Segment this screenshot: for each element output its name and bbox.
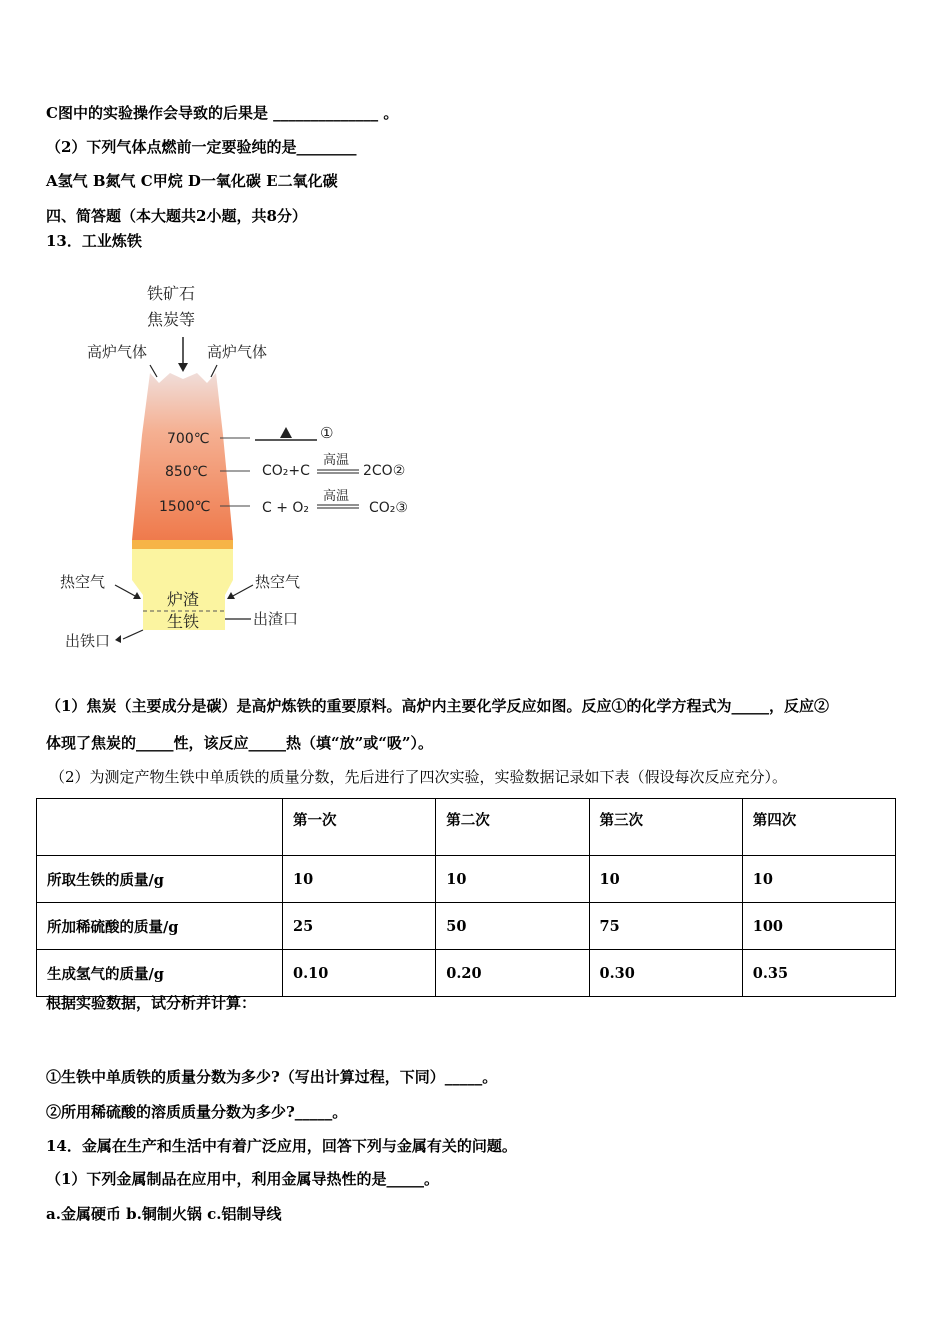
- label-slag-outlet: 出渣口: [253, 610, 299, 628]
- question-14-title: 14．金属在生产和生活中有着广泛应用，回答下列与金属有关的问题。: [46, 1137, 517, 1155]
- reaction-3-condition: 高温: [323, 489, 350, 504]
- table-cell: 10: [589, 856, 742, 903]
- question-2-verify-gas: （2）下列气体点燃前一定要验纯的是________: [46, 138, 357, 156]
- question-13-title: 13．工业炼铁: [46, 232, 142, 250]
- question-14-1: （1）下列金属制品在应用中，利用金属导热性的是_____。: [46, 1170, 439, 1188]
- table-cell: 所加稀硫酸的质量/g: [37, 903, 283, 950]
- question-13-1-line-b: 体现了焦炭的_____性，该反应_____热（填“放”或“吸”）。: [46, 734, 434, 752]
- table-cell: 0.10: [283, 950, 436, 997]
- table-cell: 第四次: [742, 799, 895, 856]
- label-gas-right: 高炉气体: [207, 343, 268, 361]
- text-line-c-consequence: C图中的实验操作会导致的后果是 ______________ 。: [46, 104, 399, 122]
- table-cell: 所取生铁的质量/g: [37, 856, 283, 903]
- label-hot-air-right: 热空气: [255, 573, 301, 591]
- table-cell: 25: [283, 903, 436, 950]
- table-row: [37, 903, 896, 950]
- reaction-3-products: CO₂③: [369, 500, 408, 516]
- table-row: [37, 950, 896, 997]
- table-cell: 生成氢气的质量/g: [37, 950, 283, 997]
- sub-question-iron-fraction: ①生铁中单质铁的质量分数为多少?（写出计算过程，下同）_____。: [46, 1068, 498, 1086]
- table-cell: [37, 799, 283, 856]
- table-cell: 75: [589, 903, 742, 950]
- experiment-data-table: [36, 798, 896, 997]
- table-cell: 10: [742, 856, 895, 903]
- reaction-2-products: 2CO②: [363, 463, 406, 479]
- furnace-melt-band: [132, 540, 233, 549]
- question-13-1-line-a: （1）焦炭（主要成分是碳）是高炉炼铁的重要原料。高炉内主要化学反应如图。反应①的化学方程式为_____，反应②: [46, 697, 829, 715]
- reaction-3-reactants: C + O₂: [262, 500, 310, 516]
- reaction-2-condition: 高温: [323, 453, 350, 468]
- table-cell: 10: [283, 856, 436, 903]
- table-cell: 10: [436, 856, 589, 903]
- temp-850: 850℃: [165, 464, 208, 480]
- section-heading-short-answer: 四、简答题（本大题共2小题，共8分）: [46, 207, 307, 225]
- temp-700: 700℃: [167, 431, 210, 447]
- table-cell: 第三次: [589, 799, 742, 856]
- question-13-2-intro: （2）为测定产物生铁中单质铁的质量分数，先后进行了四次实验，实验数据记录如下表（假设每次反应充分）。: [50, 768, 788, 786]
- analysis-prompt: 根据实验数据，试分析并计算：: [46, 994, 257, 1012]
- reaction-2-reactants: CO₂+C: [262, 463, 310, 479]
- blast-furnace-diagram: [55, 275, 435, 655]
- label-gas-left: 高炉气体: [87, 343, 148, 361]
- table-cell: 100: [742, 903, 895, 950]
- options-metal-items: a.金属硬币 b.铜制火锅 c.铝制导线: [46, 1205, 282, 1223]
- table-row: [37, 856, 896, 903]
- iron-outlet-arrow-icon: [115, 635, 121, 643]
- table-cell: 0.35: [742, 950, 895, 997]
- label-hot-air-left: 热空气: [60, 573, 106, 591]
- label-slag: 炉渣: [167, 590, 200, 609]
- table-cell: 0.30: [589, 950, 742, 997]
- reaction-1-mark: ①: [320, 424, 334, 442]
- sub-question-acid-fraction: ②所用稀硫酸的溶质质量分数为多少?_____。: [46, 1103, 348, 1121]
- label-iron-ore: 铁矿石: [147, 284, 196, 303]
- table-row: [37, 799, 896, 856]
- label-coke: 焦炭等: [147, 310, 196, 329]
- table-cell: 第二次: [436, 799, 589, 856]
- label-iron-outlet: 出铁口: [65, 632, 111, 650]
- temp-1500: 1500℃: [159, 499, 211, 515]
- table-cell: 50: [436, 903, 589, 950]
- label-pig-iron: 生铁: [167, 612, 200, 631]
- heat-triangle-icon: [280, 427, 292, 438]
- table-cell: 0.20: [436, 950, 589, 997]
- options-gases: A氢气 B氮气 C甲烷 D一氧化碳 E二氧化碳: [46, 172, 338, 190]
- feed-arrow-icon: [178, 363, 188, 372]
- table-cell: 第一次: [283, 799, 436, 856]
